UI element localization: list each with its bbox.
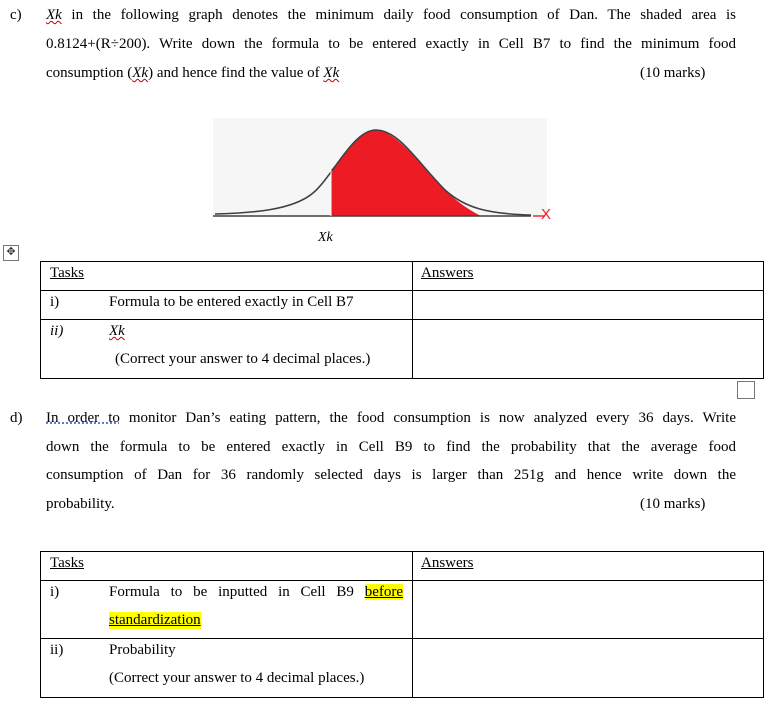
question-c-marks: (10 marks) xyxy=(640,65,706,81)
table-d-header-answers: Answers xyxy=(421,555,474,571)
table-d-row1-text: Formula to be inputted in Cell B9 before xyxy=(109,584,403,600)
table-c-row2-num: ii) xyxy=(50,323,64,339)
table-c-row1-num: i) xyxy=(50,294,60,310)
question-c-label: c) xyxy=(10,7,22,23)
answer-cell-d-i[interactable] xyxy=(413,581,764,639)
table-row xyxy=(41,262,764,291)
table-c-header-answers: Answers xyxy=(421,265,474,281)
table-row xyxy=(41,320,764,379)
var-xk: Xk xyxy=(46,7,62,23)
highlight-before: before xyxy=(364,584,403,600)
graph-svg xyxy=(213,118,558,248)
table-move-handle-icon[interactable]: ✥ xyxy=(3,245,19,261)
table-d-row2-note: (Correct your answer to 4 decimal places.) xyxy=(109,670,365,686)
question-d-marks: (10 marks) xyxy=(640,496,706,512)
question-d-line3: consumption of Dan for 36 randomly selected days is larger than 251g and hence write down the xyxy=(46,467,736,483)
table-d-row2-text: Probability xyxy=(109,642,176,658)
question-c-line2: 0.8124+(R÷200). Write down the formula to be entered exactly in Cell B7 to find the minimum food xyxy=(46,36,736,52)
table-c xyxy=(40,261,764,379)
table-resize-handle[interactable] xyxy=(737,381,755,399)
graph-xk-label: Xk xyxy=(318,230,333,245)
table-row xyxy=(41,552,764,581)
answer-cell-d-ii[interactable] xyxy=(413,639,764,698)
normal-distribution-graph xyxy=(213,118,558,248)
table-row xyxy=(41,291,764,320)
question-c-line3: consumption (Xk) and hence find the value of Xk xyxy=(46,65,340,81)
answer-cell-c-ii[interactable] xyxy=(413,320,764,379)
question-c-line1: Xk in the following graph denotes the minimum daily food consumption of Dan. The shaded area is xyxy=(46,7,737,23)
table-c-row1-text: Formula to be entered exactly in Cell B7 xyxy=(109,294,354,310)
question-d-line2: down the formula to be entered exactly in Cell B9 to find the probability that the average food xyxy=(46,439,736,455)
table-d-header-tasks: Tasks xyxy=(50,555,84,571)
answer-cell-c-i[interactable] xyxy=(413,291,764,320)
table-row xyxy=(41,581,764,639)
table-c-row2-var: Xk xyxy=(109,323,125,339)
question-d-label: d) xyxy=(10,410,23,426)
table-d xyxy=(40,551,764,698)
highlight-standardization: standardization xyxy=(109,612,201,628)
table-c-row2-note: (Correct your answer to 4 decimal places.) xyxy=(115,351,371,367)
question-d-line1: In order to monitor Dan’s eating pattern, the food consumption is now analyzed every 36 days. Write xyxy=(46,410,737,426)
table-d-row2-num: ii) xyxy=(50,642,64,658)
table-row xyxy=(41,639,764,698)
table-c-header-tasks: Tasks xyxy=(50,265,84,281)
question-d-line4: probability. xyxy=(46,496,115,512)
x-axis-label: X xyxy=(541,206,552,223)
table-d-row1-num: i) xyxy=(50,584,60,600)
